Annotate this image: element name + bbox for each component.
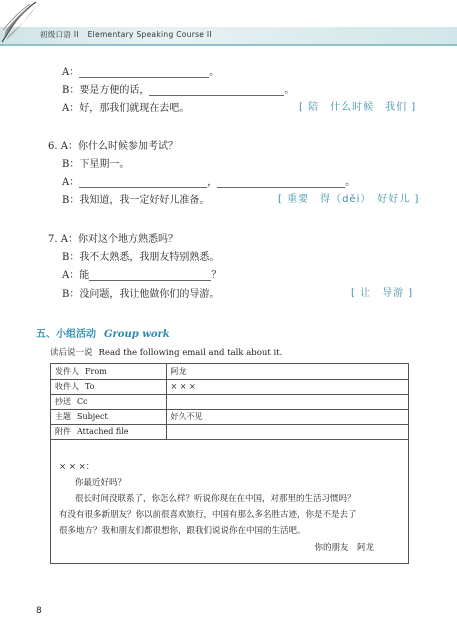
email-line: 很多地方？我和朋友们都很想你，跟我们说说你在中国的生活吧。 bbox=[59, 526, 306, 536]
email-line: 有没有很多新朋友？你以前很喜欢旅行，中国有那么多名胜古迹，你是不是去了 bbox=[59, 510, 357, 520]
ex6-line-3 bbox=[62, 173, 355, 188]
page-header bbox=[0, 0, 457, 44]
field-label-en: To bbox=[85, 382, 95, 391]
ex7-line-4: B：没问题，我让他做你们的导游。 bbox=[62, 289, 220, 300]
field-label-cn: 发件人 bbox=[55, 366, 79, 376]
field-label bbox=[51, 409, 166, 424]
ex7-line-3 bbox=[62, 266, 221, 281]
ex5-hint: [ 陪 什么时候 我们 ] bbox=[299, 102, 417, 113]
ex6-hint: [ 重要 得（děi） 好好儿 ] bbox=[278, 194, 420, 205]
field-value: × × × bbox=[166, 379, 408, 394]
field-label bbox=[51, 394, 166, 409]
section-title bbox=[36, 325, 170, 340]
speaker-label: A：能 bbox=[62, 270, 90, 281]
answer-blank[interactable] bbox=[79, 178, 207, 188]
ex5-line-b1 bbox=[62, 81, 294, 96]
table-row bbox=[51, 379, 408, 394]
field-value bbox=[166, 424, 408, 439]
field-label-cn: 收件人 bbox=[55, 382, 79, 391]
punct: 。 bbox=[345, 177, 356, 188]
ex6-line-2: B：下星期一。 bbox=[62, 159, 130, 170]
field-label bbox=[51, 364, 166, 379]
field-label-cn: 抄送 bbox=[55, 397, 71, 406]
table-row bbox=[51, 409, 408, 424]
header-title-en: Elementary Speaking Course II bbox=[87, 30, 212, 39]
header-title bbox=[40, 29, 212, 40]
field-label bbox=[51, 424, 166, 439]
punct: ， bbox=[207, 177, 218, 188]
ex7-line-1: 7. A：你对这个地方熟悉吗？ bbox=[48, 234, 178, 245]
answer-blank[interactable] bbox=[149, 86, 284, 96]
header-line bbox=[0, 44, 457, 46]
instruction-en: Read the following email and talk about it. bbox=[98, 348, 283, 358]
section-title-en: Group work bbox=[104, 329, 170, 340]
field-label bbox=[51, 379, 166, 394]
header-title-cn: 初级口语 II bbox=[40, 30, 79, 39]
ex6-line-4: B：我知道，我一定好好儿准备。 bbox=[62, 195, 210, 206]
ex5-line-a2: A：好，那我们就现在去吧。 bbox=[62, 103, 190, 114]
email-header-table bbox=[51, 364, 408, 440]
answer-blank[interactable] bbox=[79, 68, 209, 78]
ex6-line-1: 6. A：你什么时候参加考试？ bbox=[48, 141, 178, 152]
punct: 。 bbox=[284, 85, 295, 96]
field-label-en: Cc bbox=[77, 397, 88, 406]
email-body bbox=[51, 455, 408, 543]
punct: ？ bbox=[211, 270, 222, 281]
email-greeting: × × ×： bbox=[59, 462, 95, 472]
section-title-cn: 五、小组活动 bbox=[36, 329, 96, 340]
table-row bbox=[51, 424, 408, 439]
speaker-label: A： bbox=[62, 67, 80, 78]
ex7-hint: [ 让 导游 ] bbox=[351, 288, 414, 299]
feather-icon bbox=[0, 0, 40, 44]
email-line: 很长时间没联系了，你怎么样？听说你现在在中国，对那里的生活习惯吗？ bbox=[75, 494, 356, 504]
dialogue-text: B：要是方便的话， bbox=[62, 85, 150, 96]
instruction-cn: 读后说一说 bbox=[50, 348, 93, 358]
field-label-cn: 附件 bbox=[55, 427, 71, 436]
field-value: 好久不见 bbox=[166, 409, 408, 424]
field-label-en: From bbox=[85, 366, 107, 376]
table-row bbox=[51, 394, 408, 409]
ex7-line-2: B：我不太熟悉，我朋友特别熟悉。 bbox=[62, 252, 220, 263]
email-box bbox=[50, 363, 409, 564]
punct: 。 bbox=[209, 67, 220, 78]
email-signature: 你的朋友 阿龙 bbox=[314, 543, 374, 553]
field-label-cn: 主题 bbox=[55, 412, 71, 421]
answer-blank[interactable] bbox=[217, 178, 345, 188]
field-label-en: Attached file bbox=[77, 427, 129, 436]
page-number: 8 bbox=[36, 606, 42, 616]
field-label-en: Subject bbox=[77, 412, 108, 421]
field-value bbox=[166, 394, 408, 409]
table-row bbox=[51, 364, 408, 379]
email-line: 你最近好吗？ bbox=[75, 478, 127, 488]
section-instruction bbox=[50, 346, 282, 358]
field-value: 阿龙 bbox=[166, 364, 408, 379]
answer-blank[interactable] bbox=[89, 271, 211, 281]
ex5-line-a1 bbox=[62, 63, 219, 78]
speaker-label: A： bbox=[62, 177, 80, 188]
